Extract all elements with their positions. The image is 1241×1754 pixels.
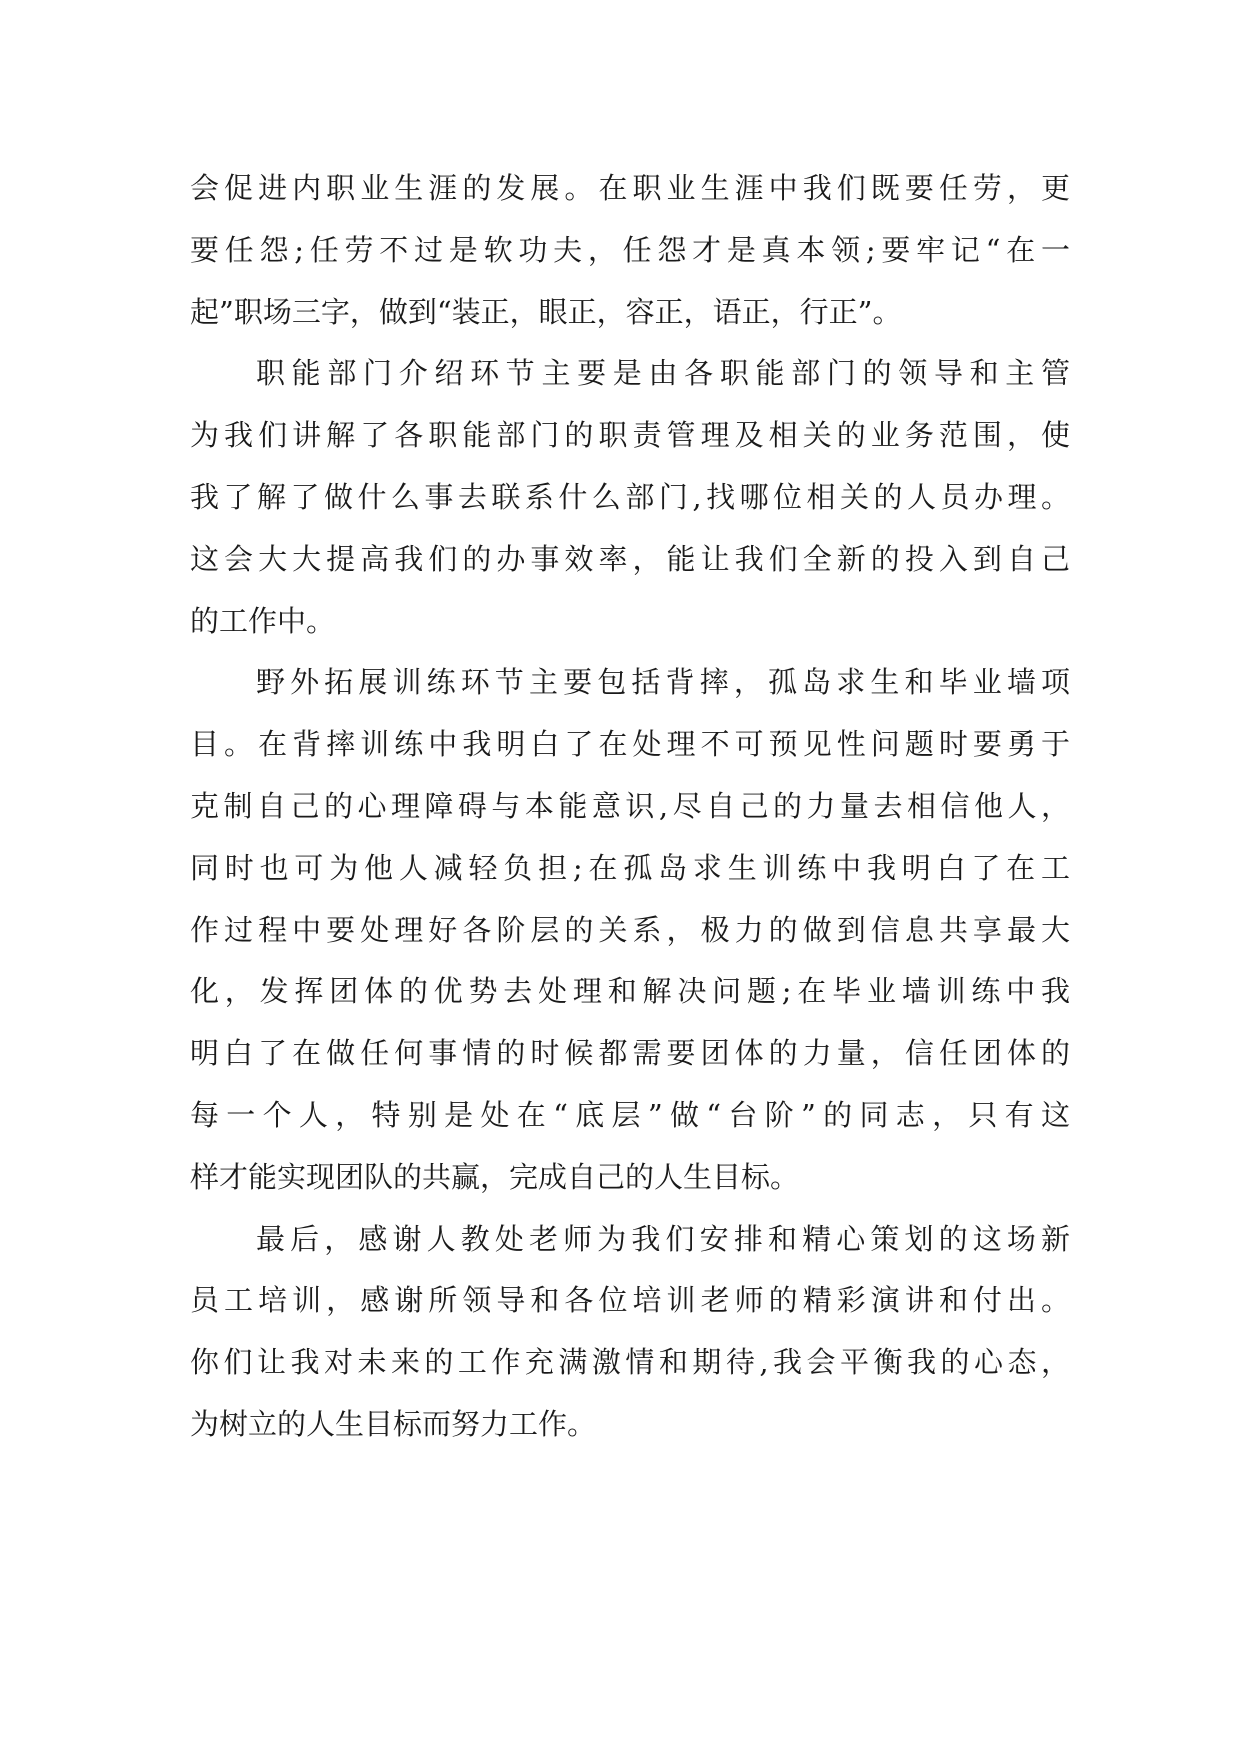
text-line: 每一个人，特别是处在“底层”做“台阶”的同志，只有这 [190, 1097, 1070, 1132]
text-line: 起”职场三字，做到“装正，眼正，容正，语正，行正”。 [190, 294, 902, 329]
text-line: 这会大大提高我们的办事效率，能让我们全新的投入到自己 [190, 541, 1070, 576]
text-line: 的工作中。 [190, 603, 336, 638]
text-line: 克制自己的心理障碍与本能意识,尽自己的力量去相信他人， [190, 788, 1070, 823]
text-line: 职能部门介绍环节主要是由各职能部门的领导和主管 [256, 356, 1070, 391]
text-line: 目。在背摔训练中我明白了在处理不可预见性问题时要勇于 [190, 727, 1070, 762]
paragraph-1 [190, 158, 1070, 343]
text-line: 我了解了做什么事去联系什么部门,找哪位相关的人员办理。 [190, 479, 1070, 514]
text-line: 会促进内职业生涯的发展。在职业生涯中我们既要任劳，更 [190, 171, 1070, 205]
text-line: 为我们讲解了各职能部门的职责管理及相关的业务范围，使 [190, 418, 1070, 453]
paragraph-3 [190, 652, 1070, 1208]
text-line: 样才能实现团队的共赢，完成自己的人生目标。 [190, 1159, 800, 1194]
text-line: 员工培训，感谢所领导和各位培训老师的精彩演讲和付出。 [190, 1283, 1070, 1318]
text-line: 最后，感谢人教处老师为我们安排和精心策划的这场新 [256, 1221, 1070, 1256]
paragraph-2 [190, 343, 1070, 652]
text-line: 明白了在做任何事情的时候都需要团体的力量，信任团体的 [190, 1036, 1070, 1071]
text-line: 要任怨;任劳不过是软功夫，任怨才是真本领;要牢记“在一 [190, 232, 1070, 267]
text-line: 同时也可为他人减轻负担;在孤岛求生训练中我明白了在工 [190, 850, 1070, 885]
text-line: 化，发挥团体的优势去处理和解决问题;在毕业墙训练中我 [190, 974, 1070, 1009]
paragraph-4 [190, 1209, 1070, 1456]
text-line: 为树立的人生目标而努力工作。 [190, 1406, 597, 1441]
text-line: 野外拓展训练环节主要包括背摔，孤岛求生和毕业墙项 [256, 665, 1070, 700]
document-body [190, 158, 1070, 1456]
text-line: 你们让我对未来的工作充满激情和期待,我会平衡我的心态， [190, 1345, 1070, 1380]
text-line: 作过程中要处理好各阶层的关系，极力的做到信息共享最大 [190, 912, 1070, 947]
